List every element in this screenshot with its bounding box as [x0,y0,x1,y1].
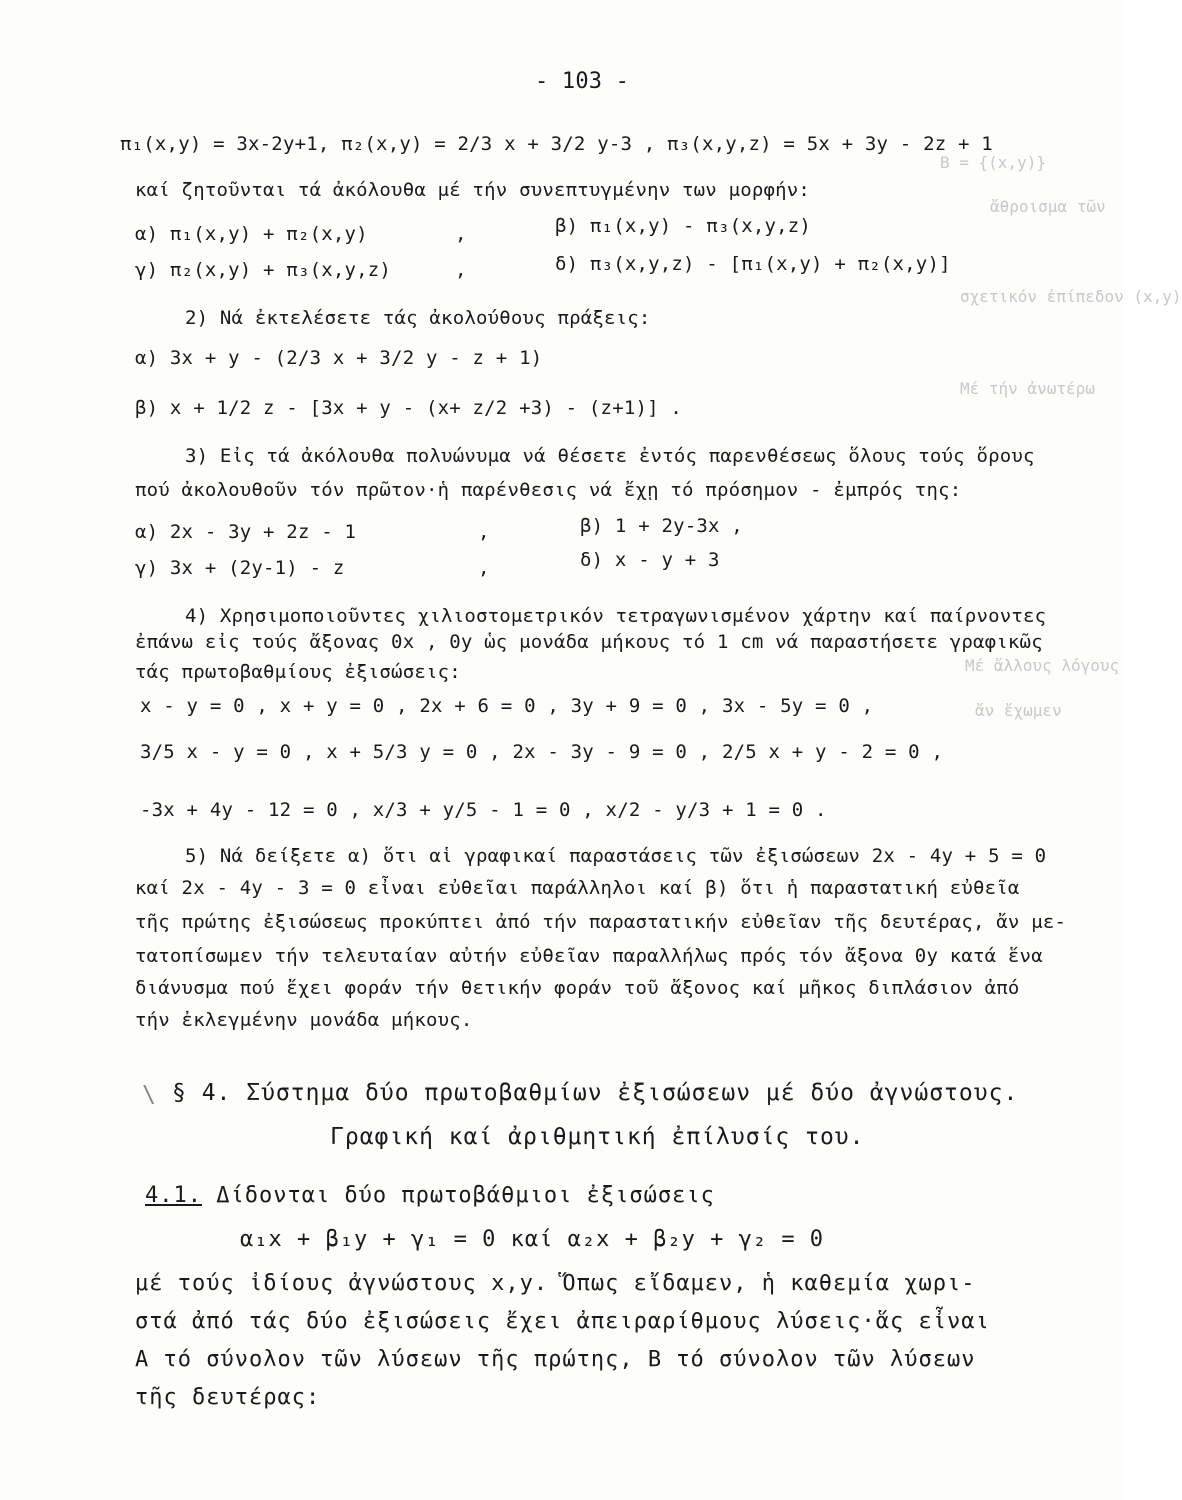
exercise-heading-3: 3) Εἰς τά ἀκόλουθα πολυώνυμα νά θέσετε ἐντός παρενθέσεως ὅλους τούς ὅρους [185,445,1035,467]
separator-comma: , [455,223,467,245]
exercise-heading-5: 5) Νά δείξετε α) ὅτι αἱ γραφικαί παραστάσεις τῶν ἐξισώσεων 2x - 4y + 5 = 0 [185,845,1047,867]
bleed-text: Μέ τήν ἀνωτέρω [960,379,1095,398]
body-text: Α τό σύνολον τῶν λύσεων τῆς πρώτης, Β τό σύνολον τῶν λύσεων [135,1347,976,1372]
text-line: τατοπίσωμεν τήν τελευταίαν αὐτήν εὐθεῖαν παραλλήλως πρός τόν ἄξονα 0y κατά ἕνα [135,945,1043,967]
exercise-3-delta: δ) x - y + 3 [580,549,720,571]
bleed-text: ἄν ἔχωμεν [975,701,1062,720]
exercise-2-alpha: α) 3x + y - (2/3 x + 3/2 y - z + 1) [135,347,543,369]
separator-comma: , [478,521,490,543]
body-text: στά ἀπό τάς δύο ἐξισώσεις ἔχει ἀπειραρίθμους λύσεις·ἅς εἶναι [135,1309,990,1334]
exercise-3-gamma: γ) 3x + (2y-1) - z [135,557,345,579]
exercise-2-beta: β) x + 1/2 z - [3x + y - (x+ z/2 +3) - (z+1)] . [135,397,683,419]
paragraph-heading-text: Δίδονται δύο πρωτοβάθμιοι ἐξισώσεις [201,1183,715,1208]
text-line: διάνυσμα πού ἔχει φοράν τήν θετικήν φοράν τοῦ ἄξονος καί μῆκος διπλάσιον ἀπό [135,977,1020,999]
margin-check-mark: \ [142,1082,157,1108]
text-line: τάς πρωτοβαθμίους ἐξισώσεις: [135,661,461,683]
section-title: § 4. Σύστημα δύο πρωτοβαθμίων ἐξισώσεων μέ δύο ἀγνώστους. [172,1080,1019,1106]
text-line: καί ζητοῦνται τά ἀκόλουθα μέ τήν συνεπτυγμένην των μορφήν: [135,179,811,201]
text-line: καί 2x - 4y - 3 = 0 εἶναι εὐθεῖαι παράλληλοι καί β) ὅτι ἡ παραστατική εὐθεῖα [135,877,1020,899]
separator-comma: , [455,259,467,281]
text-line: πού ἀκολουθοῦν τόν πρῶτον·ἡ παρένθεσις νά ἔχῃ τό πρόσημον - ἐμπρός της: [135,479,962,501]
page-number: - 103 - [535,69,630,94]
equation-list-line: -3x + 4y - 12 = 0 , x/3 + y/5 - 1 = 0 , x/2 - y/3 + 1 = 0 . [140,799,827,821]
exercise-heading-2: 2) Νά ἐκτελέσετε τάς ἀκολούθους πράξεις: [185,307,651,329]
bleed-text: Μέ ἄλλους λόγους [965,656,1120,675]
exercise-item-alpha: α) π₁(x,y) + π₂(x,y) [135,223,368,245]
exercise-heading-4: 4) Χρησιμοποιοῦντες χιλιοστομετρικόν τετραγωνισμένον χάρτην καί παίρνοντες [185,605,1047,627]
equation-system: α₁x + β₁y + γ₁ = 0 καί α₂x + β₂y + γ₂ = 0 [240,1227,825,1252]
equation-list-line: x - y = 0 , x + y = 0 , 2x + 6 = 0 , 3y + 9 = 0 , 3x - 5y = 0 , [140,695,874,717]
text-line: τήν ἐκλεγμένην μονάδα μήκους. [135,1009,473,1031]
exercise-3-alpha: α) 2x - 3y + 2z - 1 [135,521,357,543]
exercise-item-beta: β) π₁(x,y) - π₃(x,y,z) [555,215,812,237]
text-line: ἐπάνω εἰς τούς ἄξονας 0x , 0y ὡς μονάδα μήκους τό 1 cm νά παραστήσετε γραφικῶς [135,631,1043,653]
paragraph-heading [145,1182,715,1210]
text-line: τῆς πρώτης ἐξισώσεως προκύπτει ἀπό τήν παραστατικήν εὐθεῖαν τῆς δευτέρας, ἄν με- [135,911,1067,933]
separator-comma: , [478,557,490,579]
paragraph-number: 4.1. [145,1183,202,1208]
exercise-item-gamma: γ) π₂(x,y) + π₃(x,y,z) [135,259,392,281]
exercise-3-beta: β) 1 + 2y-3x , [580,515,743,537]
equation-list-line: 3/5 x - y = 0 , x + 5/3 y = 0 , 2x - 3y - 9 = 0 , 2/5 x + y - 2 = 0 , [140,741,944,763]
exercise-item-delta: δ) π₃(x,y,z) - [π₁(x,y) + π₂(x,y)] [555,253,951,275]
polynomial-definitions: π₁(x,y) = 3x-2y+1, π₂(x,y) = 2/3 x + 3/2 y-3 , π₃(x,y,z) = 5x + 3y - 2z + 1 [120,133,993,155]
bleed-text: σχετικόν ἐπίπεδον (x,y) [960,287,1182,306]
bleed-text: ἄθροισμα τῶν [990,197,1106,216]
body-text: μέ τούς ἰδίους ἀγνώστους x,y. Ὅπως εἴδαμεν, ἡ καθεμία χωρι- [135,1271,976,1296]
body-text: τῆς δευτέρας: [135,1385,321,1410]
section-subtitle: Γραφική καί ἀριθμητική ἐπίλυσίς του. [330,1124,865,1150]
bleed-text: B = {(x,y)} [940,153,1046,172]
